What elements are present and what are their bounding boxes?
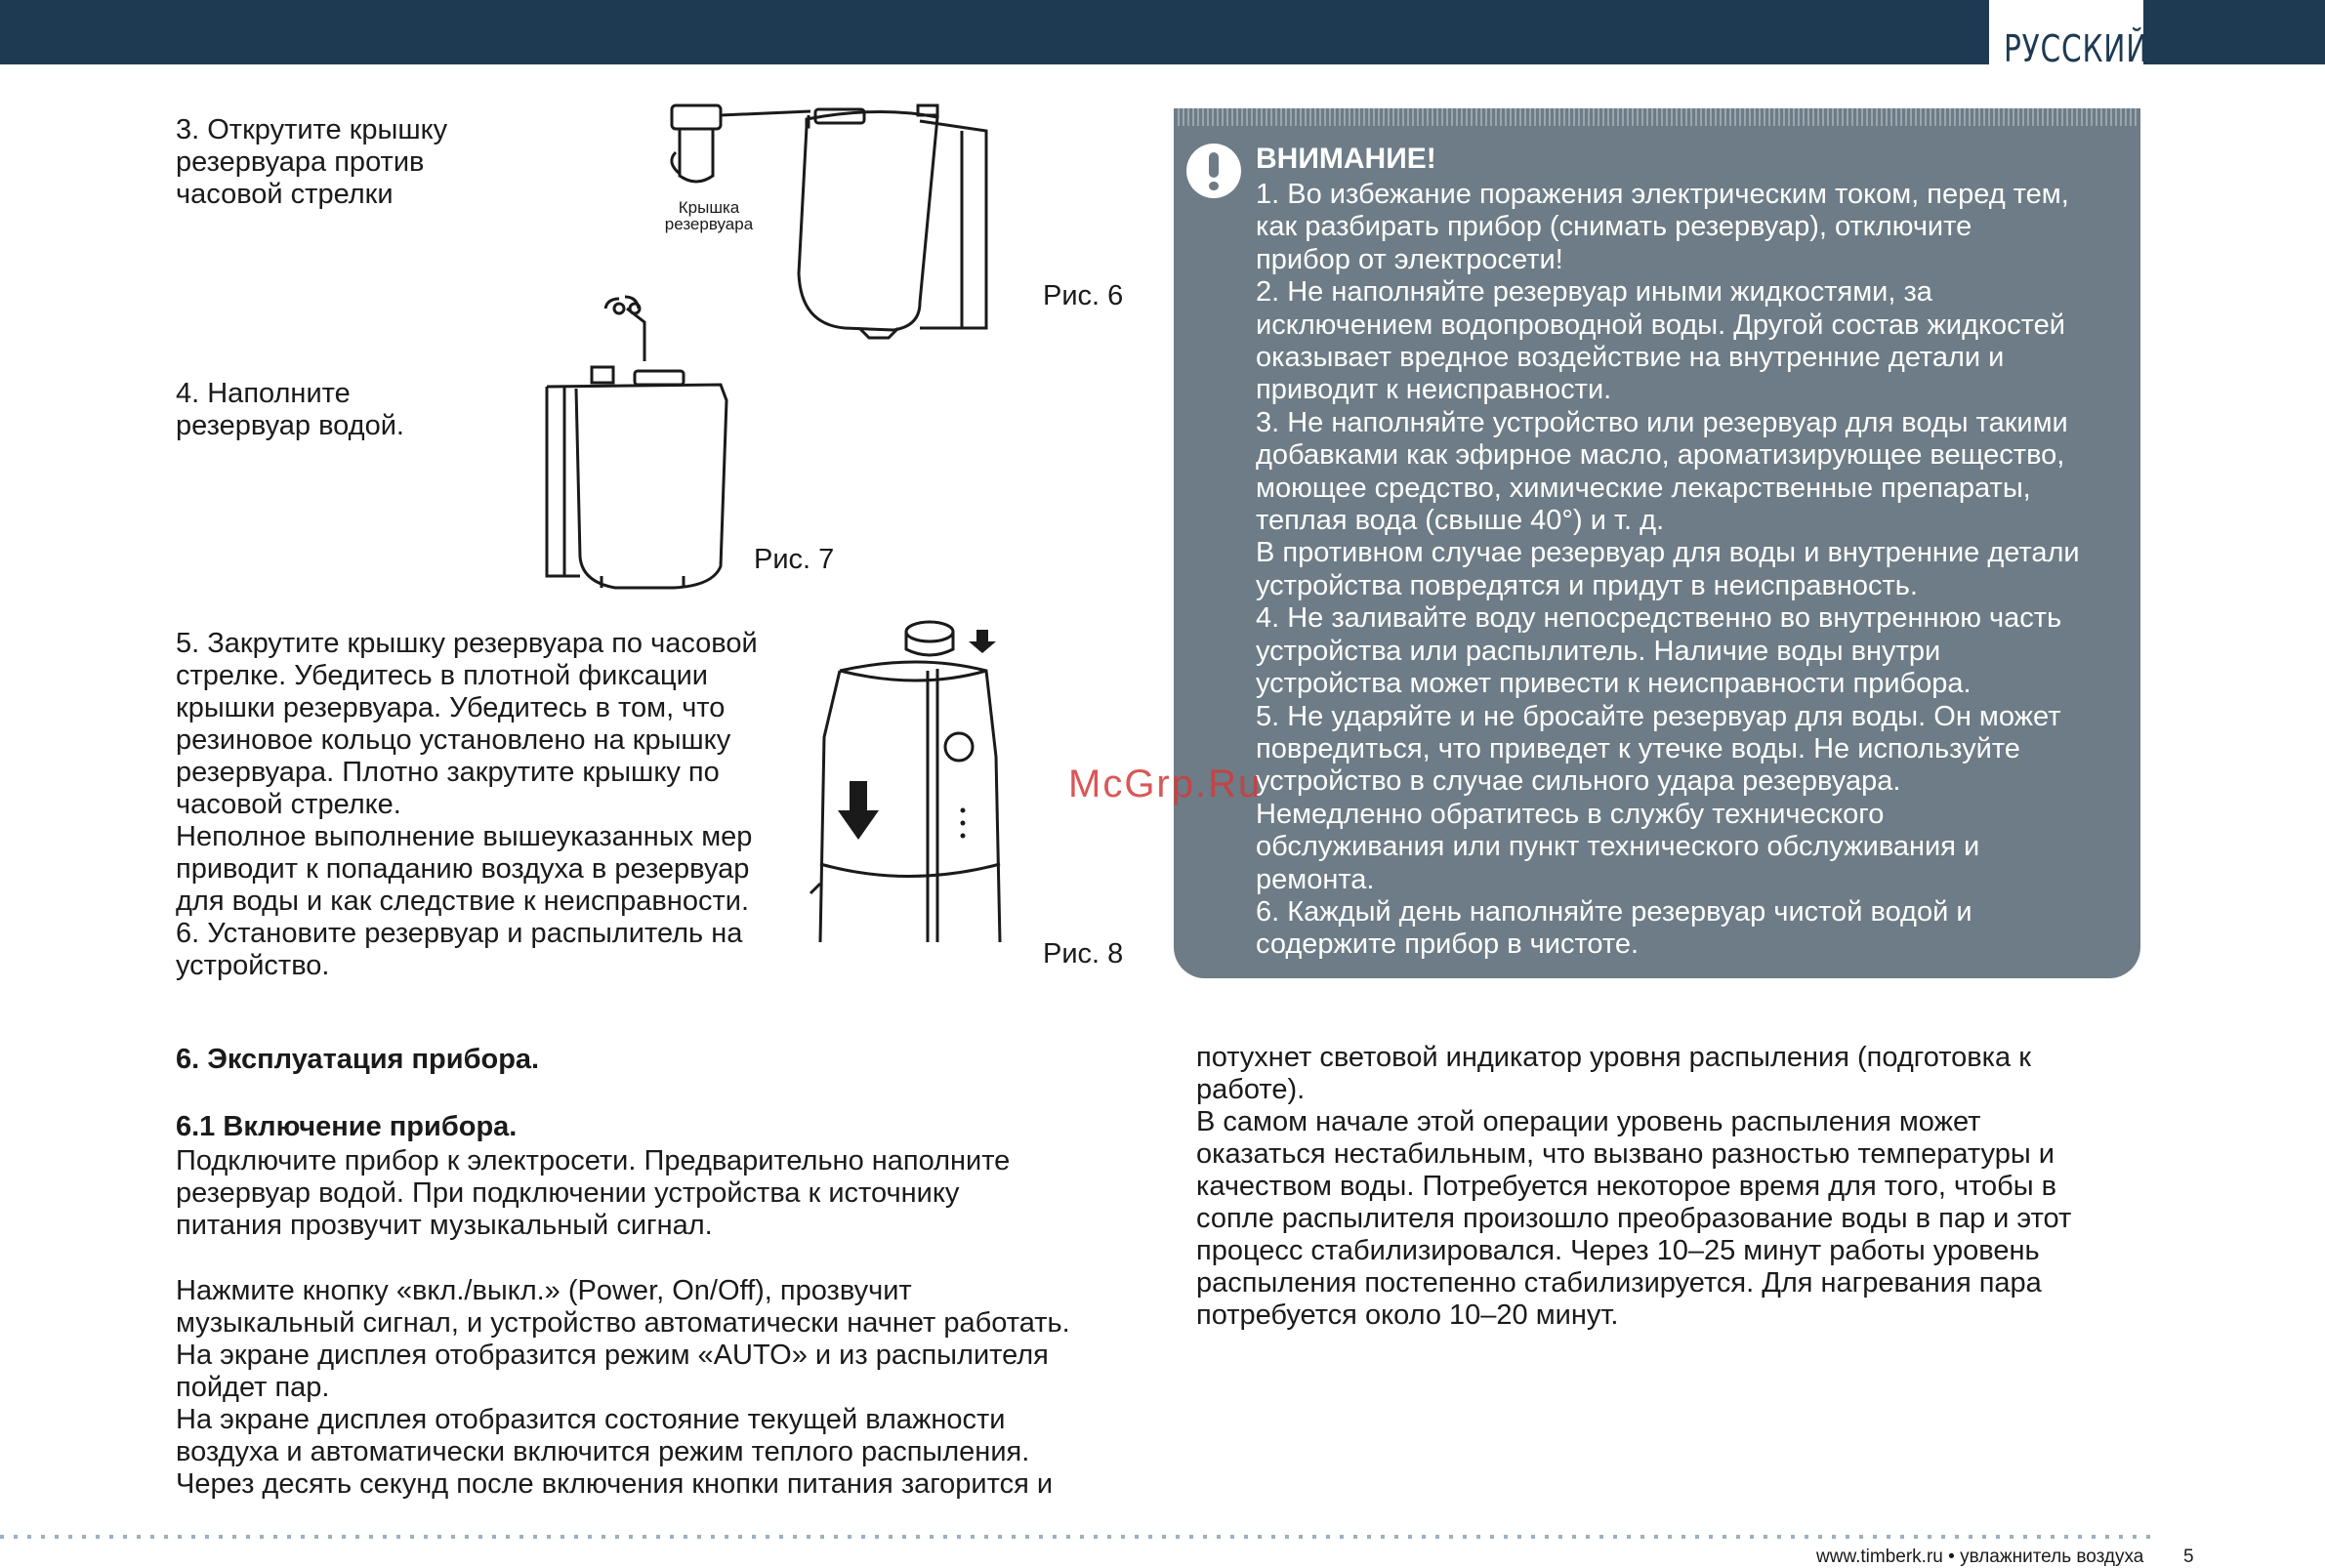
page-number: 5 — [2183, 1547, 2194, 1567]
exclamation-icon — [1186, 144, 1241, 198]
warning-title: ВНИМАНИЕ! — [1256, 143, 1436, 175]
watermark: McGrp.Ru — [1068, 763, 1263, 805]
warning-body: 1. Во избежание поражения электрическим током, перед тем, как разбирать прибор (снимать резервуар), отключите прибор от электросети! 2. Не наполняйте резервуар иными жидкостями, за исключением водопроводной воды. Другой состав жидкостей оказывает вредное воздействие на внутренние детали и приводит к неисправности. 3. Не наполняйте устройство или резервуар для воды такими добавками как эфирное масло, ароматизирующее вещество, моющее средство, химические лекарственные препараты, теплая вода (свыше 40°) и т. д. В противном случае резервуар для воды и внутренние детали устройства повредятся и придут в неисправность. 4. Не заливайте воду непосредственно во внутреннюю часть устройства или распылитель. Наличие воды внутри устройства может привести к неисправности прибора. 5. Не ударяйте и не бросайте резервуар для воды. Он может повредиться, что приведет к утечке воды. Не используйте устройство в случае сильного удара резервуара. Немедленно обратитесь в службу технического обслуживания или пункт технического обслуживания и ремонта. 6. Каждый день наполняйте резервуар чистой водой и содержите прибор в чистоте. — [1256, 179, 2080, 961]
header-bar — [0, 0, 2325, 64]
step-5-text: 5. Закрутите крышку резервуара по часовой стрелке. Убедитесь в плотной фиксации крышки резервуара. Убедитесь в том, что резиновое кольцо установлено на крышку резервуара. Плотно закрутите крышку по часовой стрелке. Неполное выполнение вышеуказанных мер приводит к попаданию воздуха в резервуар для воды и как следствие к неисправности. 6. Установите резервуар и распылитель на устройство. — [176, 628, 758, 981]
figure-8-assembly-illustration — [791, 610, 1035, 942]
figure-8-label: Рис. 8 — [1043, 938, 1124, 970]
figure-7-label: Рис. 7 — [754, 544, 835, 575]
section-6-1-para-1: Подключите прибор к электросети. Предварительно наполните резервуар водой. При подключении устройства к источнику питания прозвучит музыкальный сигнал. — [176, 1145, 1011, 1241]
section-6-1-para-2: Нажмите кнопку «вкл./выкл.» (Power, On/Off), прозвучит музыкальный сигнал, и устройство автоматически начнет работать. На экране дисплея отобразится режим «AUTO» и из распылителя пойдет пар. На экране дисплея отобразится состояние текущей влажности воздуха и автоматически включится режим теплого распыления. Через десять секунд после включения кнопки питания загорится и — [176, 1275, 1070, 1500]
section-6-title: 6. Эксплуатация прибора. — [176, 1044, 540, 1075]
step-4-text: 4. Наполните резервуар водой. — [176, 378, 404, 441]
section-6-1-right-column: потухнет световой индикатор уровня распыления (подготовка к работе). В самом начале этой операции уровень распыления может оказаться нестабильным, что вызвано разностью температуры и качеством воды. Потребуется некоторое время для того, чтобы в сопле распылителя произошло преобразование воды в пар и этот процесс стабилизировался. Через 10–25 минут работы уровень распыления постепенно стабилизируется. Для нагревания пара потребуется около 10–20 минут. — [1196, 1042, 2072, 1331]
language-label: РУССКИЙ — [2004, 27, 2149, 70]
step-3-text: 3. Открутите крышку резервуара против часовой стрелки — [176, 114, 448, 210]
tank-cap-label: Крышка резервуара — [664, 198, 754, 233]
section-6-1-title: 6.1 Включение прибора. — [176, 1111, 518, 1142]
footer-divider — [0, 1535, 2158, 1539]
footer-site: www.timberk.ru • увлажнитель воздуха — [1816, 1547, 2144, 1567]
figure-7-filling-illustration — [537, 283, 742, 596]
warning-panel-hatch — [1178, 108, 2137, 126]
figure-6-label: Рис. 6 — [1043, 280, 1124, 311]
